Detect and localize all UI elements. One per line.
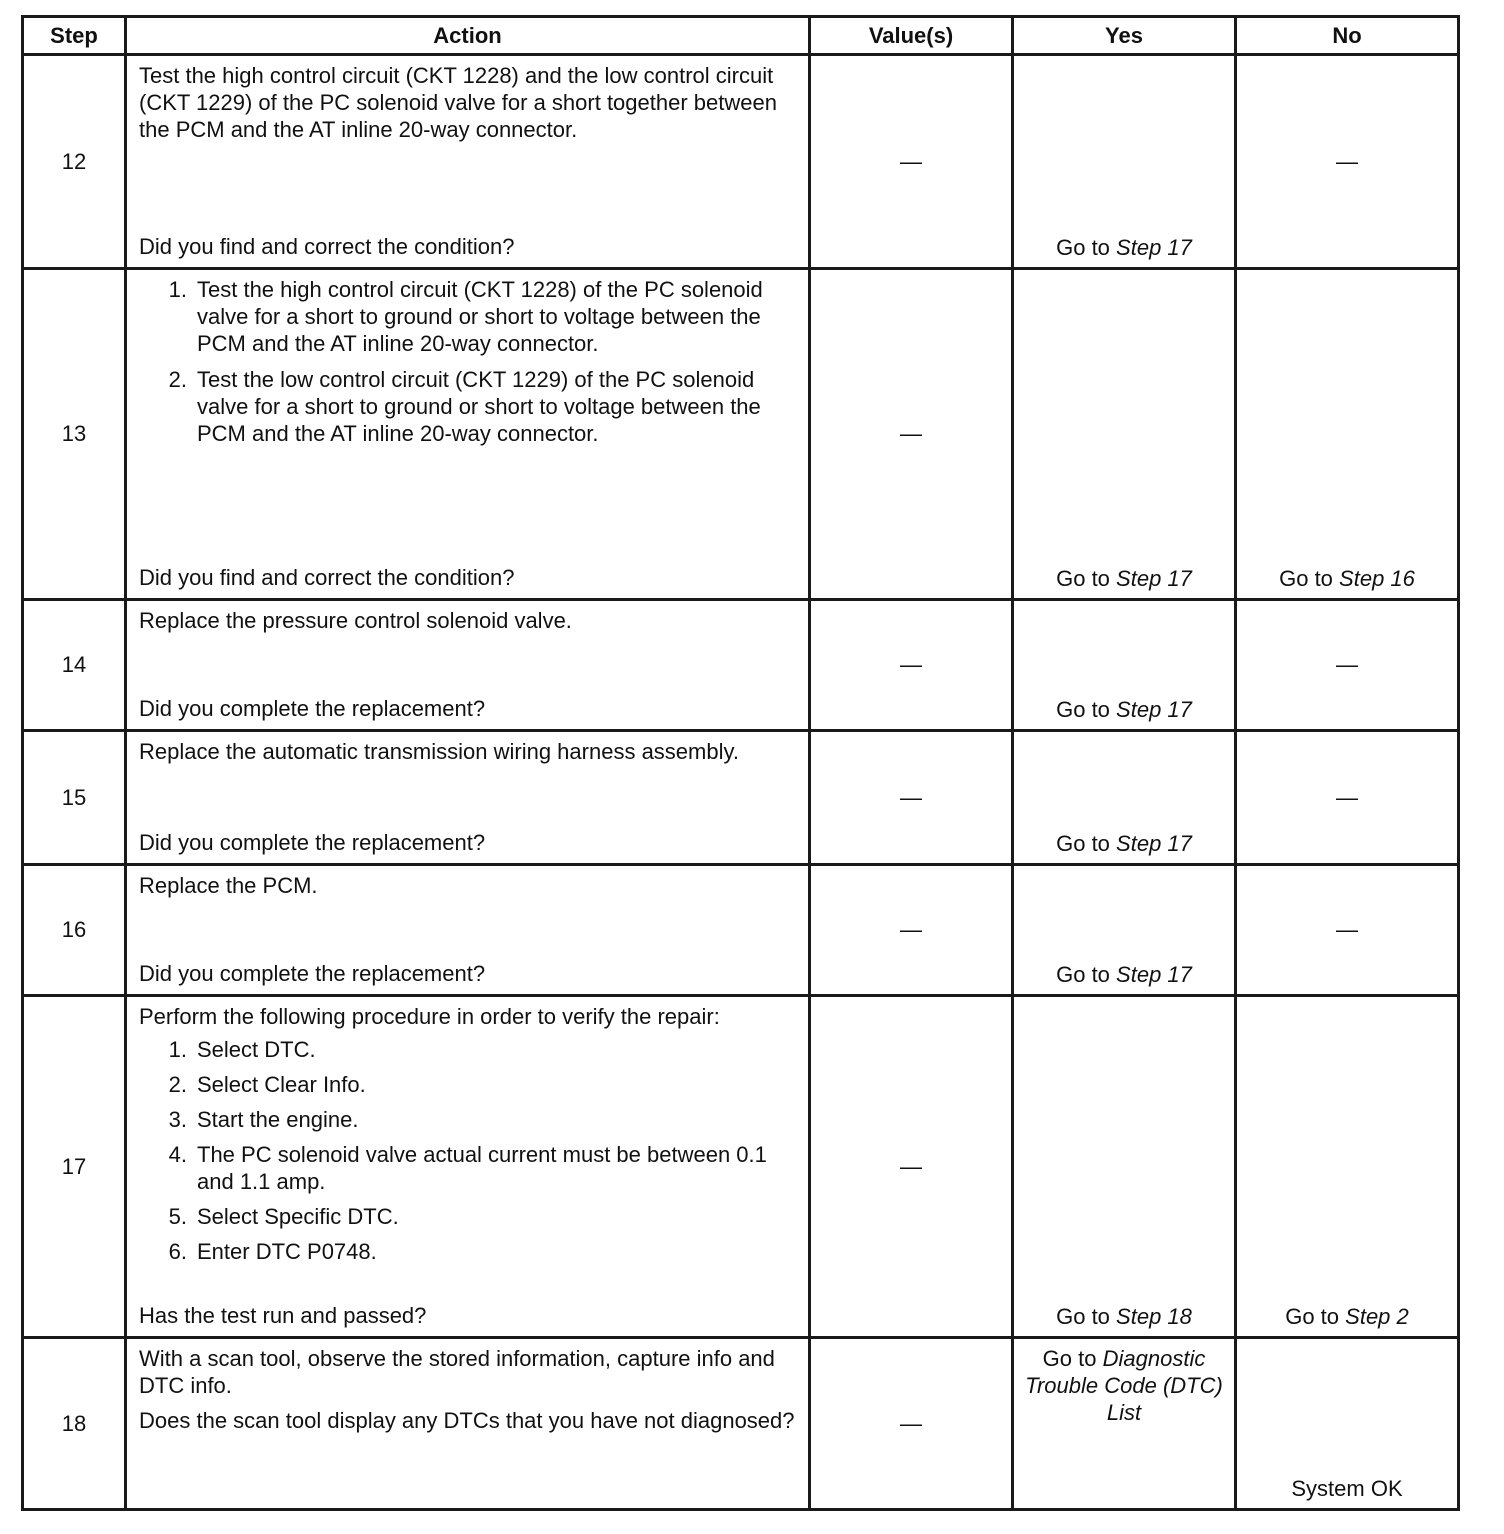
table-row — [23, 1338, 1459, 1510]
header-yes: Yes — [1013, 17, 1236, 55]
no-cell — [1236, 600, 1459, 731]
value-dash: — — [900, 421, 922, 446]
table-row — [23, 269, 1459, 600]
yes-cell — [1013, 55, 1236, 269]
step-number: 14 — [23, 600, 126, 731]
step-number: 17 — [23, 996, 126, 1338]
list-item: 2. Test the low control circuit (CKT 1229) of the PC solenoid valve for a short to ground or short to voltage between the PCM and the AT inline 20-way connector. — [168, 367, 761, 446]
yes-goto: Go to Step 17 — [1056, 566, 1192, 591]
value-cell — [810, 600, 1013, 731]
header-action: Action — [126, 17, 810, 55]
action-question: Did you find and correct the condition? — [139, 234, 515, 259]
list-item: 3. Start the engine. — [168, 1107, 359, 1132]
list-item: 6. Enter DTC P0748. — [168, 1239, 377, 1264]
no-cell — [1236, 269, 1459, 600]
yes-goto: Go to Step 17 — [1056, 697, 1192, 722]
yes-cell — [1013, 1338, 1236, 1510]
header-step: Step — [23, 17, 126, 55]
no-result: System OK — [1291, 1476, 1403, 1501]
value-dash: — — [900, 917, 922, 942]
no-dash: — — [1336, 917, 1358, 942]
yes-goto: Go to Step 17 — [1056, 831, 1192, 856]
action-question: Did you find and correct the condition? — [139, 565, 515, 590]
yes-cell — [1013, 600, 1236, 731]
action-question: Did you complete the replacement? — [139, 961, 486, 986]
no-goto: Go to Step 16 — [1279, 566, 1415, 591]
action-cell — [126, 1338, 810, 1510]
no-cell — [1236, 865, 1459, 996]
value-cell — [810, 1338, 1013, 1510]
value-dash: — — [900, 652, 922, 677]
value-dash: — — [900, 148, 922, 174]
action-list — [139, 1036, 798, 1265]
step-number: 13 — [23, 269, 126, 600]
action-question: Has the test run and passed? — [139, 1303, 427, 1328]
action-cell — [126, 600, 810, 731]
no-cell — [1236, 55, 1459, 269]
yes-goto: Go to Diagnostic Trouble Code (DTC) List — [1025, 1346, 1223, 1425]
yes-cell — [1013, 269, 1236, 600]
table-row — [23, 996, 1459, 1338]
list-item: 1. Test the high control circuit (CKT 1228) of the PC solenoid valve for a short to ground or short to voltage between the PCM and the AT inline 20-way connector. — [168, 277, 763, 356]
action-question: Did you complete the replacement? — [139, 830, 486, 855]
action-cell — [126, 865, 810, 996]
action-question: Does the scan tool display any DTCs that you have not diagnosed? — [139, 1408, 795, 1433]
step-number: 16 — [23, 865, 126, 996]
value-dash: — — [900, 1153, 922, 1179]
value-dash: — — [900, 1410, 922, 1436]
action-cell — [126, 55, 810, 269]
action-text: Replace the PCM. — [139, 873, 318, 898]
list-item: 4. The PC solenoid valve actual current must be between 0.1 and 1.1 amp. — [168, 1142, 767, 1194]
yes-cell — [1013, 865, 1236, 996]
action-cell — [126, 269, 810, 600]
no-dash: — — [1336, 784, 1358, 810]
list-item: 5. Select Specific DTC. — [168, 1204, 399, 1229]
step-number: 15 — [23, 731, 126, 865]
yes-cell — [1013, 996, 1236, 1338]
action-cell — [126, 996, 810, 1338]
yes-cell — [1013, 731, 1236, 865]
yes-goto: Go to Step 17 — [1056, 235, 1192, 260]
no-cell — [1236, 731, 1459, 865]
table-row — [23, 731, 1459, 865]
action-intro: Perform the following procedure in order to verify the repair: — [139, 1004, 720, 1029]
action-text: Replace the automatic transmission wiring harness assembly. — [139, 739, 739, 764]
no-dash: — — [1336, 652, 1358, 677]
no-dash: — — [1336, 148, 1358, 174]
table-row — [23, 55, 1459, 269]
table-row — [23, 865, 1459, 996]
action-text: With a scan tool, observe the stored information, capture info and DTC info. — [139, 1346, 775, 1398]
action-list — [139, 276, 798, 456]
list-item: 1. Select DTC. — [168, 1037, 316, 1062]
action-text: Test the high control circuit (CKT 1228) and the low control circuit (CKT 1229) of the PC solenoid valve for a short together between the PCM and the AT inline 20-way connector. — [139, 63, 777, 142]
step-number: 12 — [23, 55, 126, 269]
value-cell — [810, 55, 1013, 269]
no-cell — [1236, 996, 1459, 1338]
no-cell — [1236, 1338, 1459, 1510]
step-number: 18 — [23, 1338, 126, 1510]
action-text: Replace the pressure control solenoid valve. — [139, 608, 572, 633]
value-cell — [810, 269, 1013, 600]
diagnostic-table — [21, 15, 1460, 1511]
action-question: Did you complete the replacement? — [139, 696, 486, 721]
header-no: No — [1236, 17, 1459, 55]
header-values: Value(s) — [810, 17, 1013, 55]
table-row — [23, 600, 1459, 731]
value-dash: — — [900, 784, 922, 810]
yes-goto: Go to Step 17 — [1056, 962, 1192, 987]
list-item: 2. Select Clear Info. — [168, 1072, 366, 1097]
action-cell — [126, 731, 810, 865]
no-goto: Go to Step 2 — [1285, 1304, 1409, 1329]
value-cell — [810, 731, 1013, 865]
value-cell — [810, 996, 1013, 1338]
yes-goto: Go to Step 18 — [1056, 1304, 1192, 1329]
value-cell — [810, 865, 1013, 996]
header-row — [23, 17, 1459, 55]
